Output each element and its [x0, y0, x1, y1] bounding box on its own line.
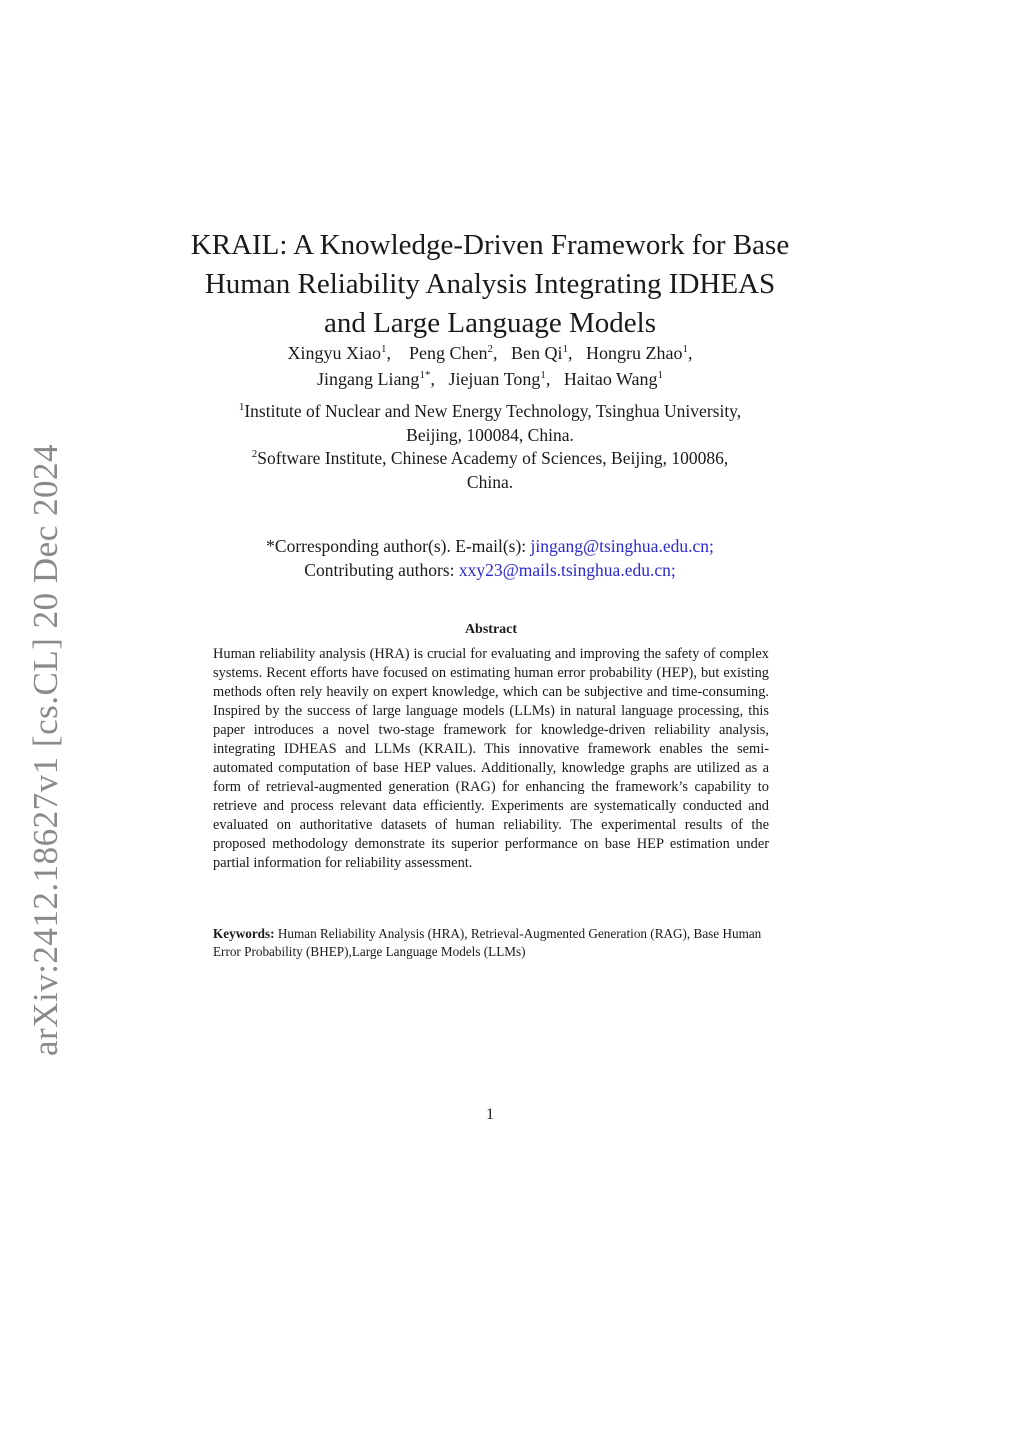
author: Jingang Liang$^{1*}$, [316, 369, 435, 389]
keywords-text: Human Reliability Analysis (HRA), Retrieval-Augmented Generation (RAG), Base Human Error Probability (BHEP),Large Language Models (LLMs) [213, 926, 762, 959]
affiliation [170, 447, 810, 494]
author-affiliation-mark: 1 [540, 369, 546, 381]
author-name: Peng Chen [409, 343, 488, 363]
author: Xingyu Xiao$^1$, [287, 343, 391, 363]
abstract-heading: Abstract [464, 622, 518, 637]
affiliation-line: Beijing, 100084, China. [406, 424, 574, 445]
author-list [170, 340, 810, 392]
author: Peng Chen$^2$, [409, 343, 498, 363]
author-affiliation-mark: 2 [487, 343, 493, 355]
author: Jiejuan Tong$^1$, [448, 369, 551, 389]
author-name: Jiejuan Tong [448, 369, 541, 389]
abstract-text: Human reliability analysis (HRA) is crucial for evaluating and improving the safety of complex systems. Recent efforts have focused on estimating human error probability (HEP), but existing methods often rely heavily on expert knowledge, which can be subjective and time-consuming. Inspired by the success of large language models (LLMs) in natural language processing, this paper introduces a novel two-stage framework for knowledge-driven reliability analysis, integrating IDHEAS and LLMs (KRAIL). This innovative framework enables the semiautomated computation of base HEP values. Additionally, knowledge graphs are utilized as a form of retrieval-augmented generation (RAG) for enhancing the framework’s capability to retrieve and process relevant data efficiently. Experiments are systematically conducted and evaluated on authoritative datasets of human reliability. The experimental results of the proposed methodology demonstrate its superior performance on base HEP estimation under partial information for reliability assessment. [213, 646, 769, 871]
title-line: and Large Language Models [323, 307, 657, 339]
author: Ben Qi$^1$, [511, 343, 573, 363]
author [564, 369, 663, 389]
affiliation-mark: 1 [238, 401, 245, 413]
author-name: Ben Qi [511, 343, 563, 363]
affiliation-line: China. [466, 471, 514, 492]
contributing-label: Contributing authors: [304, 559, 459, 580]
author-name: Hongru Zhao [586, 343, 683, 363]
affiliation-line: Software Institute, Chinese Academy of Sciences, Beijing, 100086, [257, 448, 729, 468]
page-number: 1 [486, 1106, 494, 1123]
affiliation [170, 400, 810, 447]
author-affiliation-mark: 1* [419, 369, 431, 381]
keywords-label: Keywords: [213, 926, 275, 941]
author-name: Jingang Liang [316, 369, 420, 389]
affiliations [170, 400, 810, 494]
title-line: Human Reliability Analysis Integrating IDHEAS [204, 268, 776, 300]
title-line: KRAIL: A Knowledge-Driven Framework for Base [190, 229, 790, 261]
keywords [213, 925, 769, 961]
contact-info [170, 535, 810, 582]
author-name: Xingyu Xiao [287, 343, 381, 363]
affiliation-line: Institute of Nuclear and New Energy Technology, Tsinghua University, [244, 401, 742, 421]
affiliation-mark: 2 [251, 448, 258, 460]
author-affiliation-mark: 1 [562, 343, 568, 355]
paper-title [170, 226, 810, 343]
corresponding-label: *Corresponding author(s). E-mail(s): [266, 536, 531, 556]
contributing-authors-line [170, 559, 810, 583]
corresponding-author-line [170, 535, 810, 559]
author-affiliation-mark: 1 [657, 369, 664, 381]
author-affiliation-mark: 1 [381, 343, 387, 355]
author-affiliation-mark: 1 [682, 343, 688, 355]
contributing-email-link[interactable]: xxy23@mails.tsinghua.edu.cn; [458, 559, 676, 580]
arxiv-identifier-stamp[interactable]: arXiv:2412.18627v1 [cs.CL] 20 Dec 2024 [26, 444, 65, 1056]
author: Hongru Zhao$^1$, [586, 343, 693, 363]
corresponding-email-link[interactable]: jingang@tsinghua.edu.cn; [530, 536, 714, 556]
author-name: Haitao Wang [563, 369, 658, 389]
